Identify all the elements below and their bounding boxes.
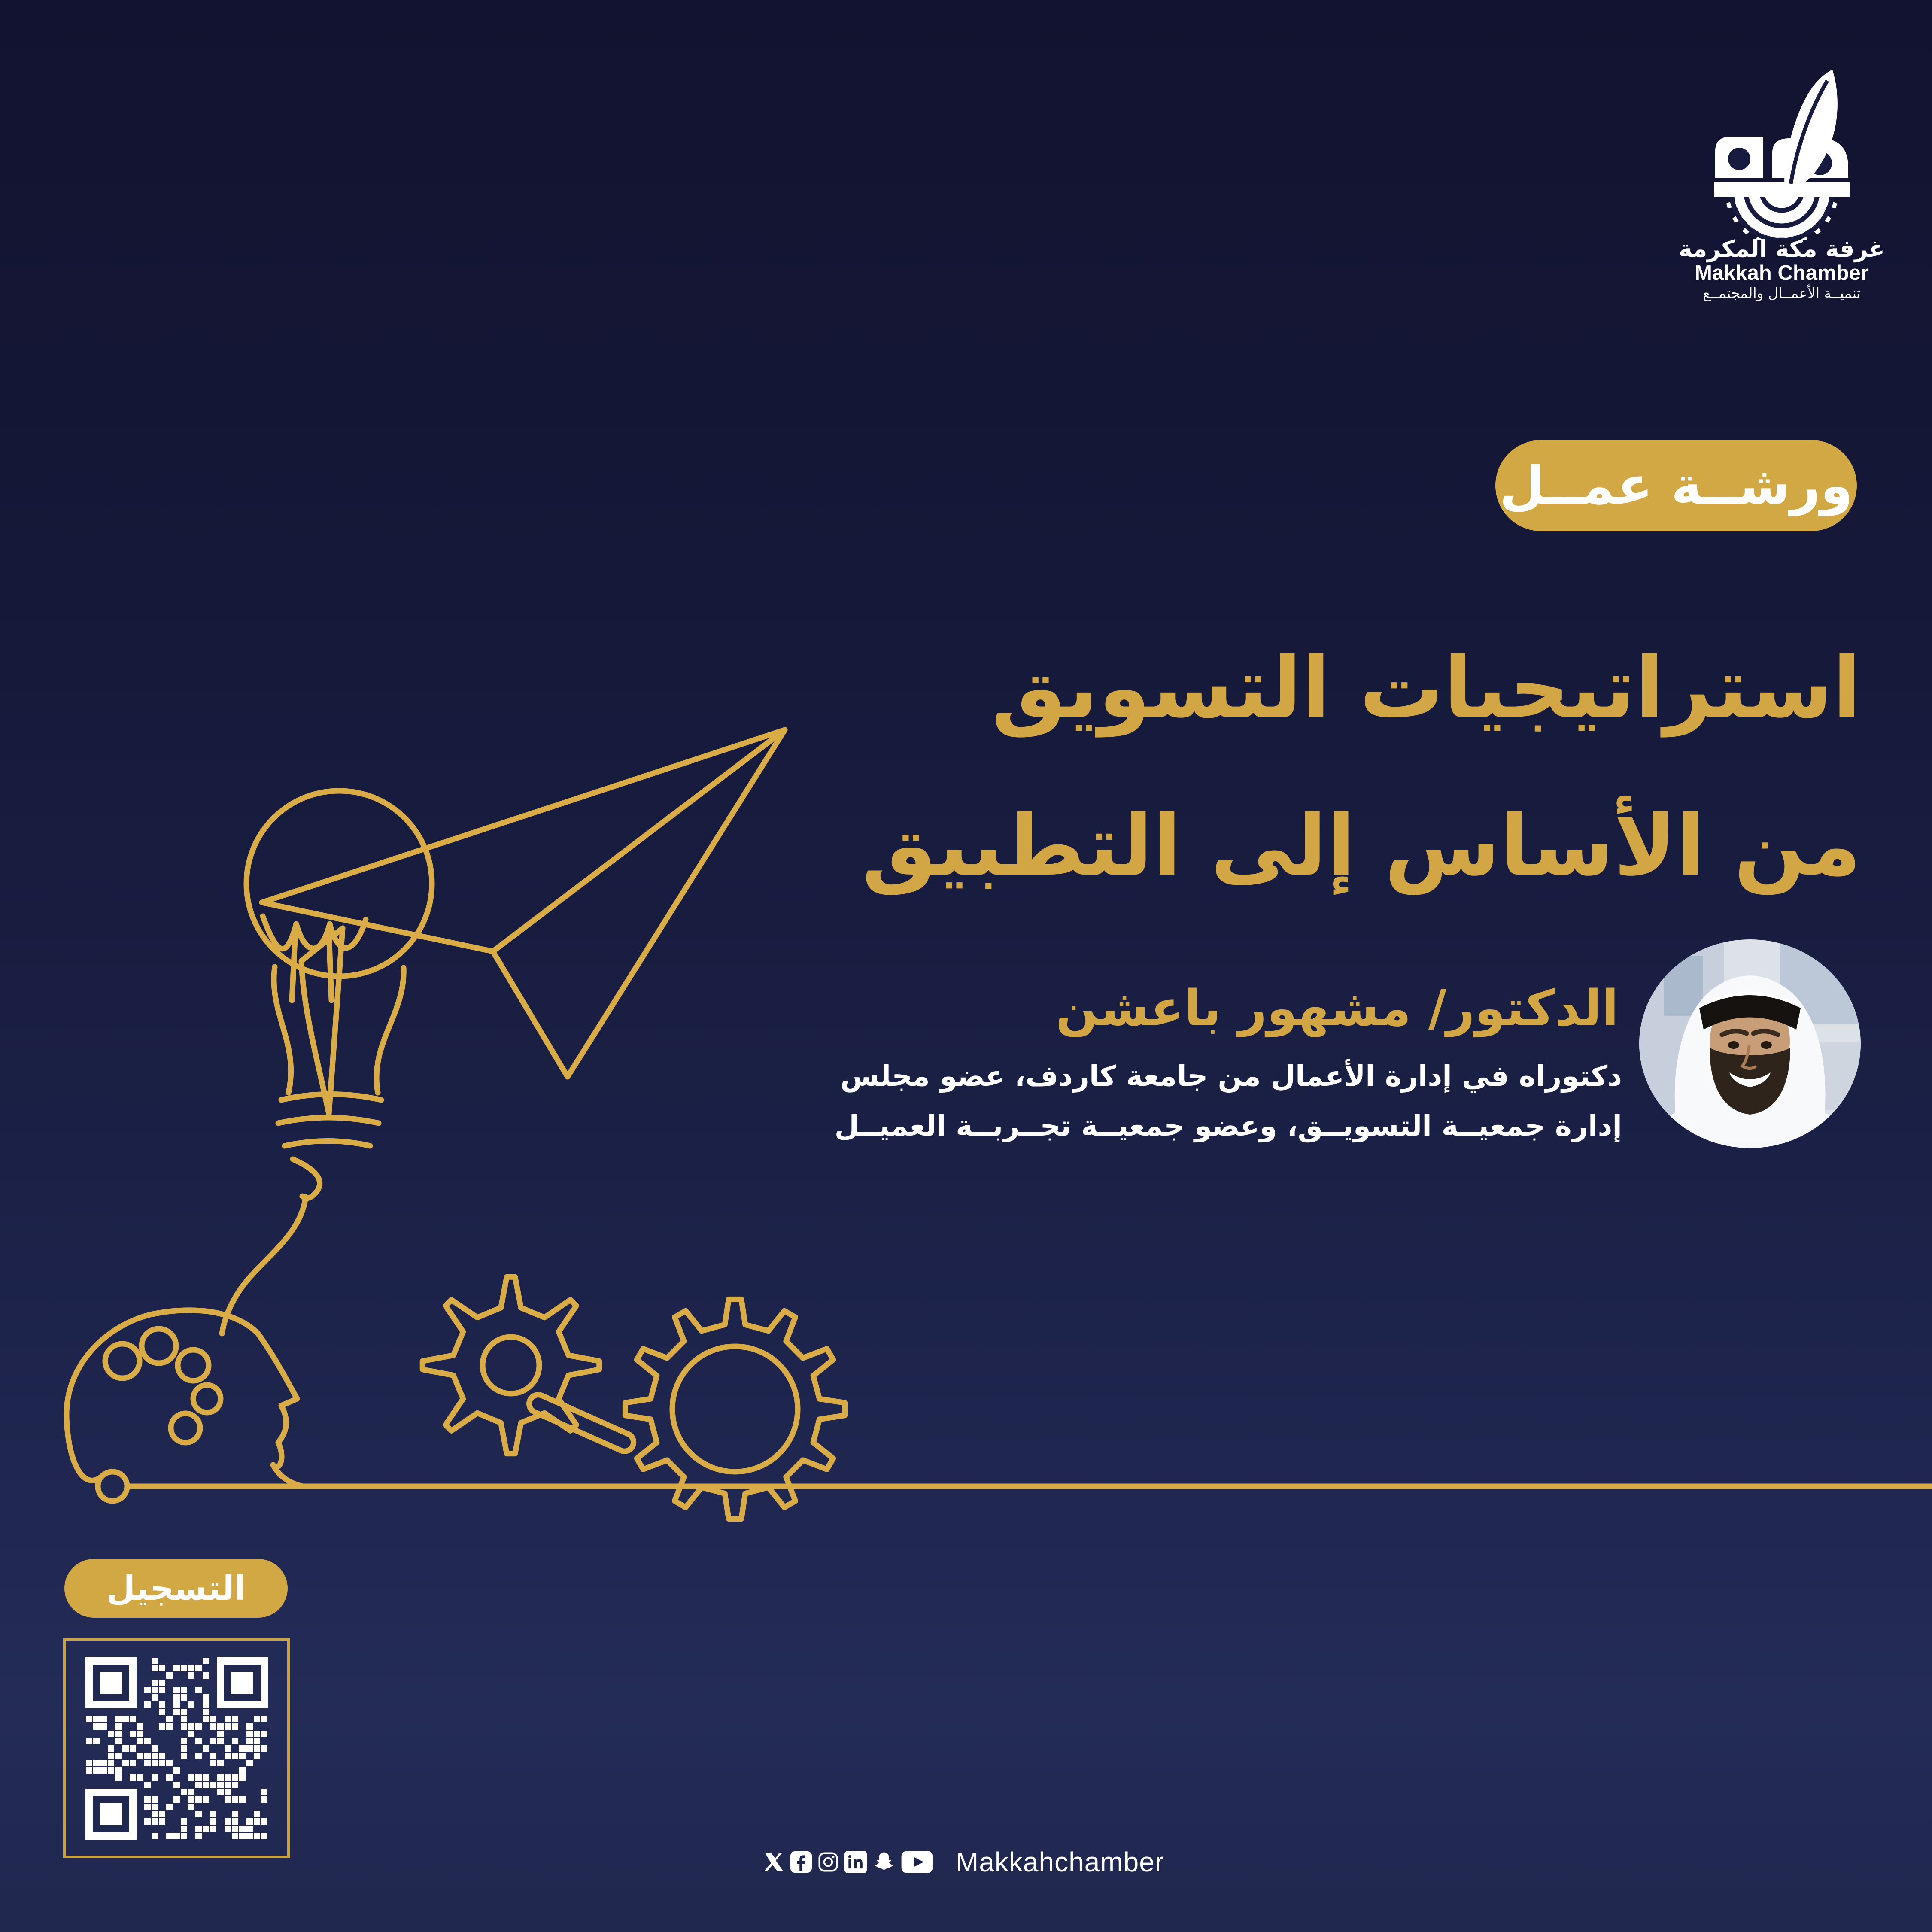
speaker-bio-line1: دكتوراه في إدارة الأعمال من جامعة كاردف، عضو مجلس [840, 1060, 1622, 1093]
event-title-line1: استراتيجيات التسويق [991, 639, 1861, 737]
chamber-logo-arabic-name: غرفة مكة المكرمة [1679, 235, 1885, 262]
linkedin-icon[interactable] [844, 1851, 867, 1873]
paper-plane-icon [262, 730, 785, 1114]
chamber-logo-mark-icon [1692, 60, 1872, 240]
youtube-icon[interactable] [901, 1851, 933, 1873]
social-handle: Makkahchamber [956, 1847, 1165, 1877]
facebook-icon[interactable] [790, 1851, 812, 1873]
lightbulb-icon [222, 791, 432, 1334]
speaker-bio-line2: إدارة جمعيــة التسويــق، وعضو جمعيــة تجــربــة العميــل [834, 1109, 1622, 1142]
workshop-type-badge [1495, 440, 1857, 531]
snapchat-icon[interactable] [872, 1850, 896, 1874]
registration-button[interactable] [64, 1559, 288, 1618]
chamber-logo [1679, 60, 1885, 301]
chamber-logo-tagline: تنميــة الأعمــال والمجتمــع [1703, 285, 1861, 301]
registration-qr-code[interactable] [63, 1638, 290, 1858]
qr-modules [85, 1657, 268, 1840]
social-links-row [763, 1846, 1164, 1878]
workshop-type-badge-label: ورشــة عمــل [1499, 455, 1853, 516]
instagram-icon[interactable] [817, 1851, 839, 1873]
registration-button-label: التسجيل [106, 1569, 246, 1608]
speaker-name: الدكتور/ مشهور باعشن [1055, 980, 1619, 1037]
chamber-logo-english-name: Makkah Chamber [1695, 261, 1869, 285]
speaker-photo [1638, 939, 1862, 1149]
ground-line [98, 1472, 1932, 1501]
event-title-line2: من الأساس إلى التطبيق [862, 797, 1861, 894]
x-icon[interactable] [763, 1851, 785, 1873]
head-brain-icon [67, 1310, 303, 1486]
gears-icon [422, 1277, 844, 1519]
